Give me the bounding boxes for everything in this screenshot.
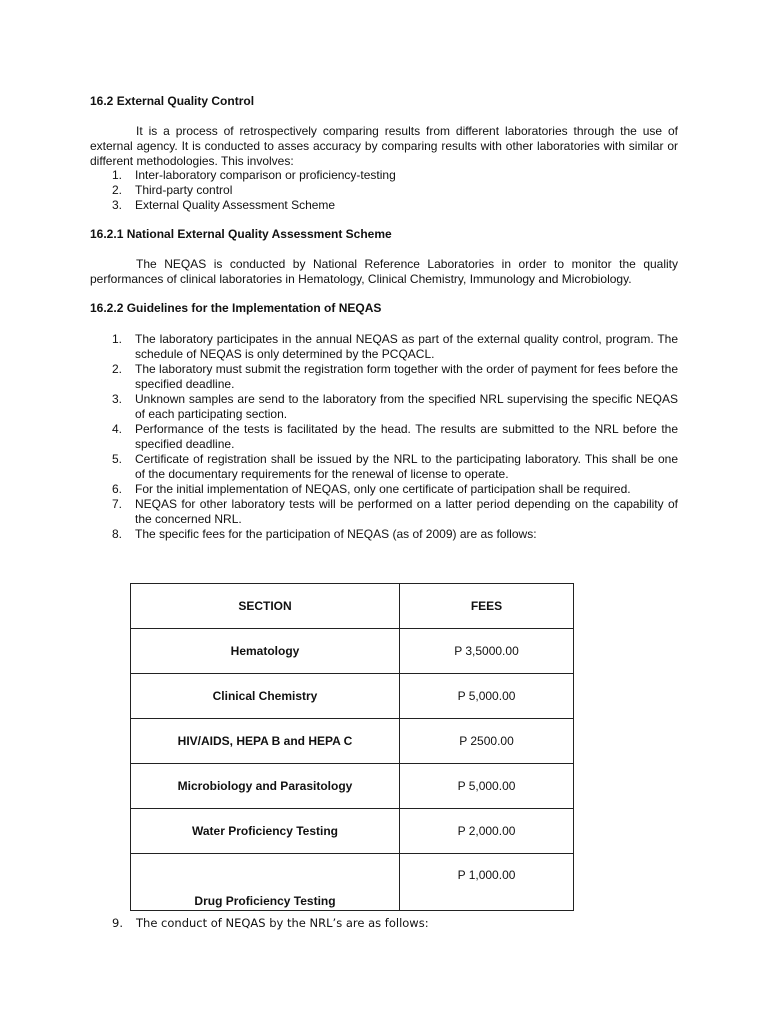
fee-cell: P 2500.00 <box>400 719 574 764</box>
table-row <box>131 629 574 674</box>
involves-list <box>90 168 678 213</box>
list-item: 8. The specific fees for the participation of NEQAS (as of 2009) are as follows: <box>112 527 537 541</box>
heading-16-2: 16.2 External Quality Control <box>90 94 255 108</box>
fee-cell: P 2,000.00 <box>400 809 574 854</box>
section-cell: Drug Proficiency Testing <box>131 854 400 911</box>
table-row <box>131 674 574 719</box>
section-cell: Hematology <box>131 629 400 674</box>
list-item: 3. External Quality Assessment Scheme <box>112 198 336 212</box>
table-header-row <box>131 584 574 629</box>
table-row <box>131 764 574 809</box>
list-item-9: 9. The conduct of NEQAS by the NRL’s are as follows: <box>112 916 429 930</box>
list-item: 7. NEQAS for other laboratory tests will be performed on a latter period depending on the capability of the concerned NRL. <box>112 497 678 526</box>
list-item: 2. Third-party control <box>112 183 233 197</box>
table-row <box>131 854 574 911</box>
fee-cell: P 5,000.00 <box>400 764 574 809</box>
list-item: 1. Inter-laboratory comparison or proficiency-testing <box>112 168 396 182</box>
list-item: 4. Performance of the tests is facilitated by the head. The results are submitted to the NRL before the specified deadline. <box>112 422 678 451</box>
paragraph-external-quality-control: It is a process of retrospectively comparing results from different laboratories through the use of external agency. It is conducted to asses accuracy by comparing results with other laboratories with similar or different methodologies. This involves: <box>90 124 678 168</box>
fee-cell: P 1,000.00 <box>400 854 574 911</box>
list-item: 1. The laboratory participates in the annual NEQAS as part of the external quality control, program. The schedule of NEQAS is only determined by the PCQACL. <box>112 332 678 361</box>
list-item: 3. Unknown samples are send to the laboratory from the specified NRL supervising the specific NEQAS of each participating section. <box>112 392 678 421</box>
paragraph-neqas: The NEQAS is conducted by National Reference Laboratories in order to monitor the quality performances of clinical laboratories in Hematology, Clinical Chemistry, Immunology and Microbiology. <box>90 257 678 286</box>
section-cell: HIV/AIDS, HEPA B and HEPA C <box>131 719 400 764</box>
table-row <box>131 719 574 764</box>
section-cell: Clinical Chemistry <box>131 674 400 719</box>
list-item: 6. For the initial implementation of NEQAS, only one certificate of participation shall be required. <box>112 482 631 496</box>
guidelines-list <box>90 332 678 542</box>
fee-cell: P 5,000.00 <box>400 674 574 719</box>
list-item: 2. The laboratory must submit the registration form together with the order of payment for fees before the specified deadline. <box>112 362 678 391</box>
section-cell: Microbiology and Parasitology <box>131 764 400 809</box>
table-row <box>131 809 574 854</box>
section-cell: Water Proficiency Testing <box>131 809 400 854</box>
heading-16-2-2: 16.2.2 Guidelines for the Implementation of NEQAS <box>90 301 382 315</box>
column-header-fees: FEES <box>400 584 574 629</box>
fee-cell: P 3,5000.00 <box>400 629 574 674</box>
column-header-section: SECTION <box>131 584 400 629</box>
list-item: 5. Certificate of registration shall be issued by the NRL to the participating laboratory. This shall be one of the documentary requirements for the renewal of license to operate. <box>112 452 678 481</box>
heading-16-2-1: 16.2.1 National External Quality Assessment Scheme <box>90 227 392 241</box>
fees-table <box>130 583 574 911</box>
